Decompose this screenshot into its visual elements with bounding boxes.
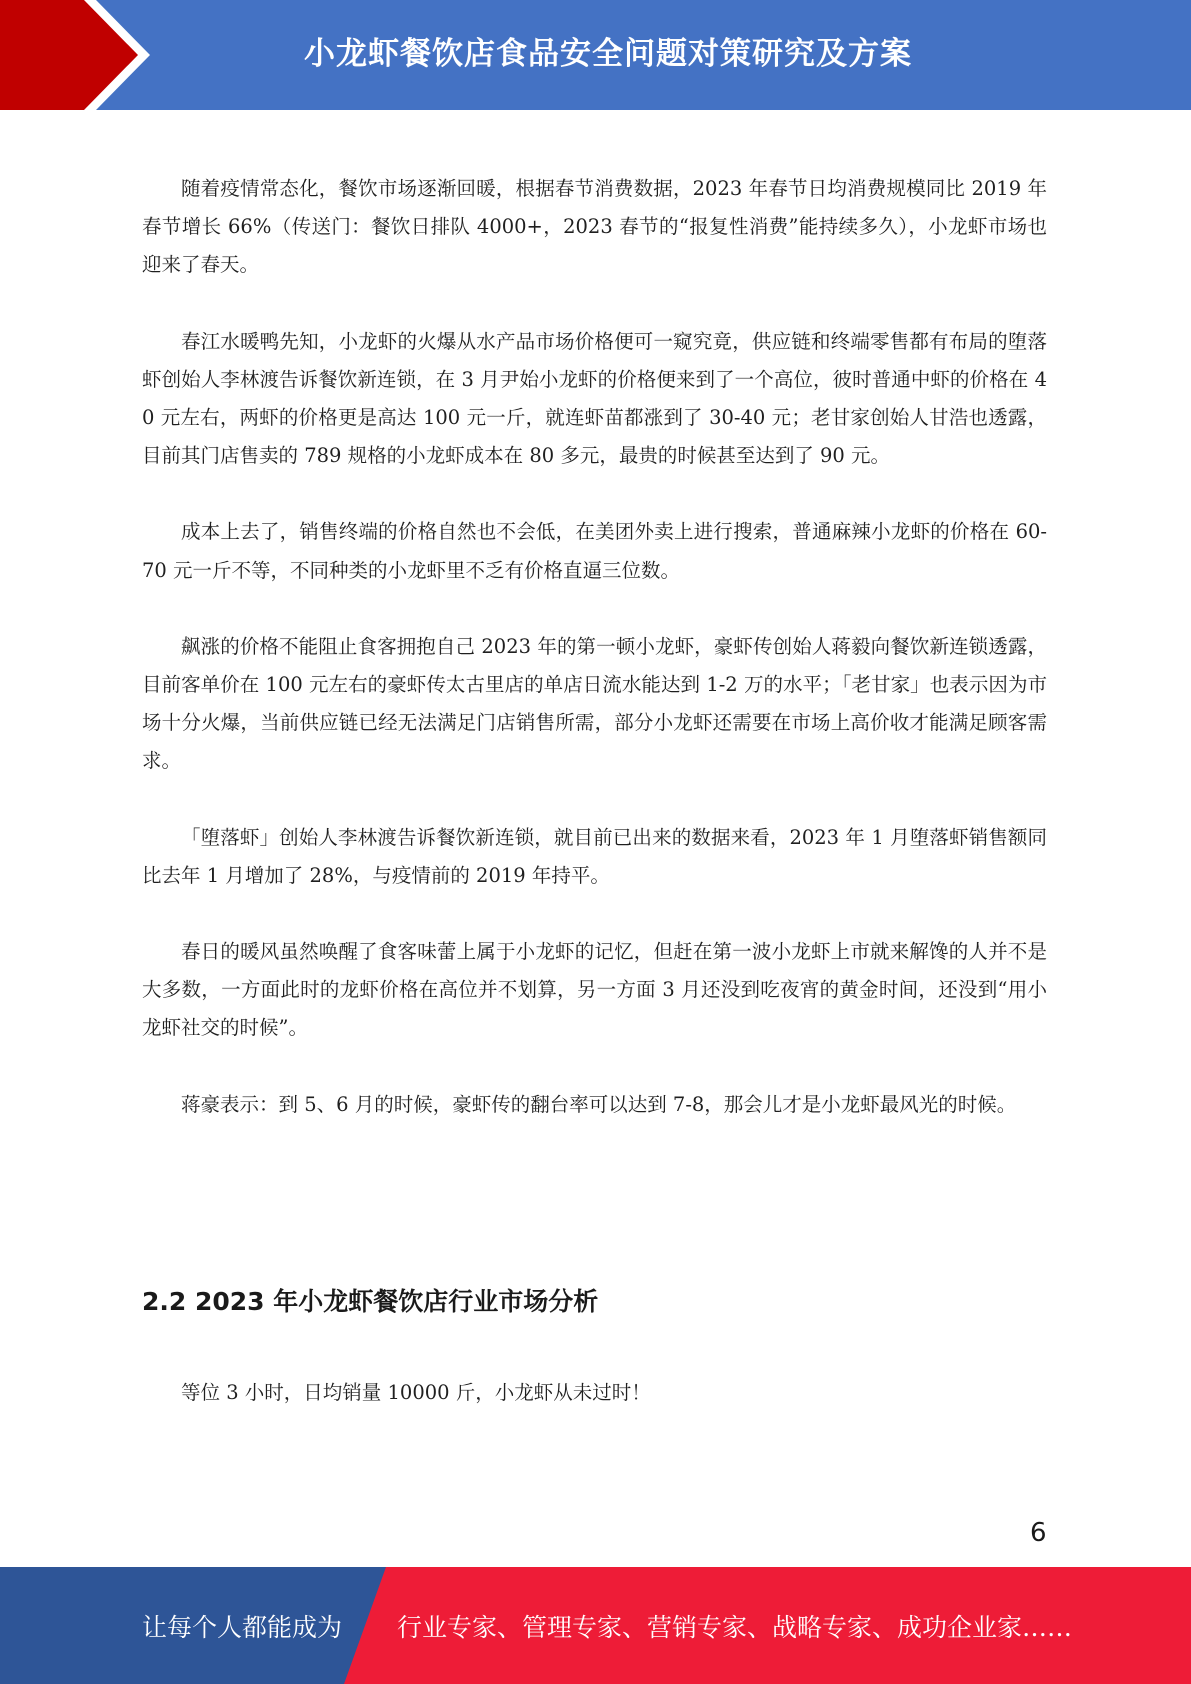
- paragraph: 随着疫情常态化，餐饮市场逐渐回暖，根据春节消费数据，2023 年春节日均消费规模同比 2019 年春节增长 66%（传送门：餐饮日排队 4000+，2023 春节的“报复性消费”能持续多久），小龙虾市场也迎来了春天。: [142, 177, 1047, 277]
- document-title: 小龙虾餐饮店食品安全问题对策研究及方案: [304, 35, 912, 72]
- page-header: [0, 0, 1191, 110]
- main-content: [142, 170, 1047, 1162]
- paragraph: 春江水暖鸭先知，小龙虾的火爆从水产品市场价格便可一窥究竟，供应链和终端零售都有布局的堕落虾创始人李林渡告诉餐饮新连锁，在 3 月尹始小龙虾的价格便来到了一个高位，彼时普通中虾的价格在 40 元左右，两虾的价格更是高达 100 元一斤，就连虾苗都涨到了 30-40 元；老甘家创始人甘浩也透露，目前其门店售卖的 789 规格的小龙虾成本在 80 多元，最贵的时候甚至达到了 90 元。: [142, 329, 1047, 468]
- paragraph: 春日的暖风虽然唤醒了食客味蕾上属于小龙虾的记忆，但赶在第一波小龙虾上市就来解馋的人并不是大多数，一方面此时的龙虾价格在高位并不划算，另一方面 3 月还没到吃夜宵的黄金时间，还没到“用小龙虾社交的时候”。: [142, 940, 1047, 1040]
- section-heading: 2.2 2023 年小龙虾餐饮店行业市场分析: [142, 1287, 599, 1316]
- page-number: 6: [1030, 1518, 1047, 1548]
- paragraph: 成本上去了，销售终端的价格自然也不会低，在美团外卖上进行搜索，普通麻辣小龙虾的价格在 60-70 元一斤不等，不同种类的小龙虾里不乏有价格直逼三位数。: [142, 520, 1047, 582]
- page-footer: [0, 1567, 1191, 1684]
- section-paragraph: 等位 3 小时，日均销量 10000 斤，小龙虾从未过时！: [181, 1381, 651, 1404]
- footer-slogan-right: 行业专家、管理专家、营销专家、战略专家、成功企业家……: [397, 1612, 1073, 1642]
- footer-slogan-left: 让每个人都能成为: [142, 1612, 343, 1642]
- paragraph: 「堕落虾」创始人李林渡告诉餐饮新连锁，就目前已出来的数据来看，2023 年 1 月堕落虾销售额同比去年 1 月增加了 28%，与疫情前的 2019 年持平。: [142, 825, 1047, 887]
- paragraph: 飙涨的价格不能阻止食客拥抱自己 2023 年的第一顿小龙虾，豪虾传创始人蒋毅向餐饮新连锁透露，目前客单价在 100 元左右的豪虾传太古里店的单店日流水能达到 1-2 万的水平；「老甘家」也表示因为市场十分火爆，当前供应链已经无法满足门店销售所需，部分小龙虾还需要在市场上高价收才能满足顾客需求。: [142, 634, 1047, 773]
- paragraph: 蒋豪表示：到 5、6 月的时候，豪虾传的翻台率可以达到 7-8，那会儿才是小龙虾最风光的时候。: [181, 1092, 1017, 1116]
